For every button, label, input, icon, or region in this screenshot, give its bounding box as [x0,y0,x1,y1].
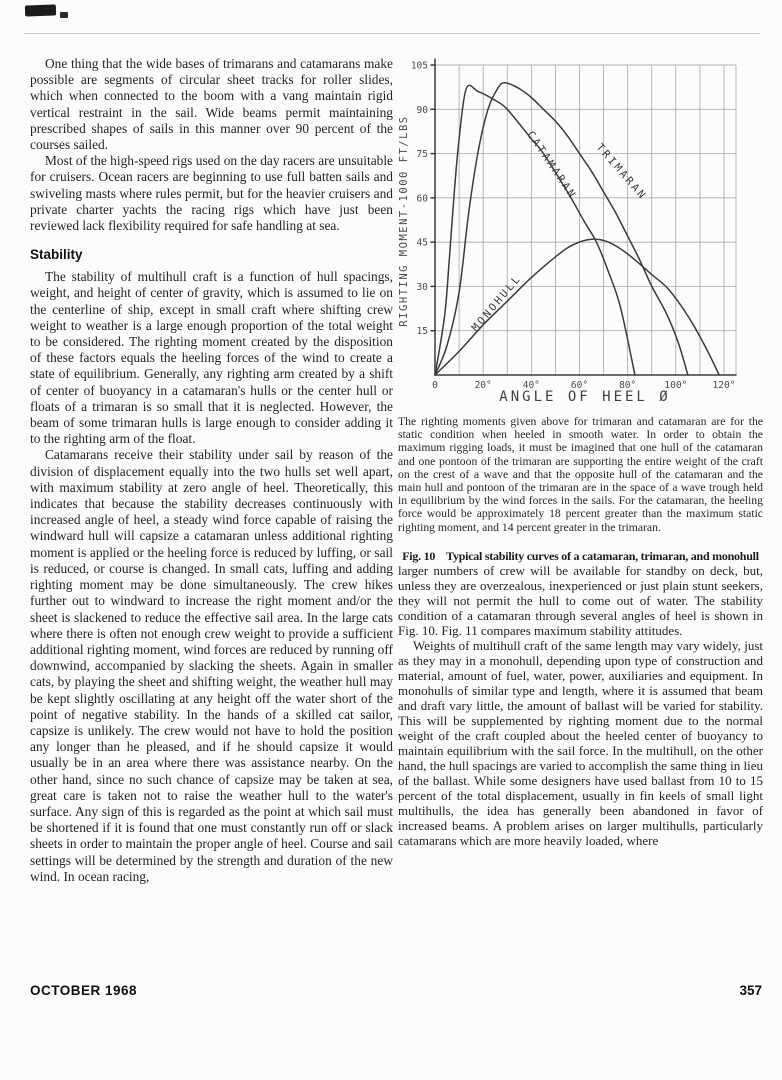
svg-text:75: 75 [416,149,428,161]
section-heading-stability: Stability [30,247,83,263]
svg-text:40°: 40° [522,380,540,391]
paragraph: The stability of multihull craft is a function of hull spacings, weight, and height of center of gravity, which is assumed to lie on the centerline of ship, except in small craft where shifting crew weight to weather is a large enough proportion of the total weight to be considered. The righting moment created by the disposition of these factors equals the heeling forces of the wind to create a state of equilibrium. Generally, any righting arm created by a shift of center of buoyancy in a catamaran's hulls or the center hull or floats of a trimaran is so small that it is neglected. However, the beam of some trimaran hulls is large enough to consider adding it to the righting arm of the float. [30,269,393,447]
left-column [30,56,393,885]
svg-text:120°: 120° [712,380,736,391]
svg-text:20°: 20° [474,380,492,391]
svg-text:45: 45 [416,237,428,249]
svg-text:TRIMARAN: TRIMARAN [593,141,649,203]
page-footer [30,983,762,1003]
svg-text:MONOHULL: MONOHULL [469,272,524,334]
svg-text:ANGLE OF HEEL Ø: ANGLE OF HEEL Ø [499,389,671,405]
scan-artifact [60,12,68,18]
svg-text:60°: 60° [570,380,589,391]
svg-text:80°: 80° [619,380,637,391]
figure-label [398,549,763,564]
svg-text:RIGHTING MOMENT-1000 FT/LBS: RIGHTING MOMENT-1000 FT/LBS [398,115,410,327]
svg-text:0: 0 [432,380,438,391]
paragraph: Most of the high-speed rigs used on the day racers are unsuitable for cruisers. Ocean racers are beginning to use full batten sails and swiveling masts where rules permit, but for the heavier cruisers and private charter yachts the racing rigs which have just been reviewed lack flexibility required for safe handling at sea. [30,153,393,234]
top-rule [24,33,760,34]
svg-text:100°: 100° [664,380,688,391]
right-column [398,53,763,848]
paragraph: Catamarans receive their stability under sail by reason of the division of displacement equally into the two hulls set well apart, with maximum stability at zero angle of heel. Theoretically, this indicates that because the stability decreases continuously with increased angle of heel, a steady wind force capable of raising the windward hull will capsize a catamaran unless additional righting moment is applied or the heeling force is reduced by luffing, or sail is reduced, or course is changed. In small cats, luffing and adding righting moment may be done simultaneously. The crew hikes further out to windward to increase the right moment and/or the sheet is slackened to reduce the effective sail area. In the large cats where there is often not enough crew weight to provide a sufficient additional righting moment, wind forces are reduced by running off downwind, accompanied by slacking the sheets. Again in smaller cats, by playing the sheet and shifting weight, the weather hull may be kept slightly oscillating at any height off the water short of the point of negative stability. In the hands of a skilled cat sailor, capsize is unlikely. The crew would not have to hold the position any longer than he pleased, and if he should capsize it would usually be in an area where there was assistance nearby. On the other hand, since no such chance of capsize may be taken at sea, great care is taken not to raise the weather hull to the water's surface. Any sign of this is regarded as the point at which sail must be shortened if it is found that one must constantly run off or slack sheets in order to maintain the proper angle of heel. Course and sail settings will be determined by the strength and duration of the new wind. In ocean racing, [30,447,393,884]
stability-curves-chart [398,53,763,413]
paragraph: Weights of multihull craft of the same length may vary widely, just as they may in a monohull, depending upon type of construction and material, amount of fuel, water, power, auxiliaries and equipment. In monohulls of similar type and length, where it is assumed that beam and draft vary little, the amount of ballast will be varied for stability. This will be supplemented by righting moment due to the normal weight of the craft coupled about the heeled center of buoyancy to maintain equilibrium with the sail force. In the multihull, on the other hand, the hull spacings are varied to accomplish the same thing in lieu of the ballast. While some designers have used ballast from 10 to 15 percent of the total displacement, usually in fin keels of small light multihulls, the idea has generally been abandoned in favor of increased beams. A problem arises on larger multihulls, particularly catamarans which are more heavily loaded, where [398,638,763,849]
svg-text:15: 15 [416,326,428,338]
svg-text:CATAMARAN: CATAMARAN [524,129,579,202]
figure-number: Fig. 10 [402,548,436,563]
scan-artifact [25,4,56,16]
figure-title: Typical stability curves of a catamaran, trimaran, and monohull [446,548,759,563]
paragraph: larger numbers of crew will be available for standby on deck, but, unless they are overzealous, inexperienced or just plain stunt seekers, they will not permit the hull to come out of water. The stability condition of a catamaran through several angles of heel is shown in Fig. 10. Fig. 11 compares maximum stability attitudes. [398,563,763,639]
svg-text:105: 105 [410,60,428,72]
issue-date: OCTOBER 1968 [30,983,138,998]
svg-text:60: 60 [416,193,428,205]
figure-caption-text: The righting moments given above for trimaran and catamaran are for the static condition when heeled in smooth water. In order to obtain the maximum rigging loads, it must be imagined that one hull of the catamaran and one pontoon of the trimaran are supporting the entire weight of the craft on the crest of a wave and that the opposite hull of the catamaran and the main hull and pontoon of the trimaran are in the space of a wave trough held in equilibrium by the wind forces in the sails. For the catamaran, the heeling force would be approximately 18 percent greater than the maximum static righting moment, and 14 percent greater in the trimaran. [398,415,763,534]
svg-text:90: 90 [416,104,428,116]
stability-chart-svg [398,53,763,413]
paragraph: One thing that the wide bases of trimarans and catamarans make possible are segments of circular sheet tracks for roller slides, which when connected to the boom with a vang maintain rigid vertical restraint in the sail. Wide beams permit maintaining prescribed shapes of sails in this manner over 90 percent of the courses sailed. [30,56,393,153]
page-number: 357 [739,983,762,998]
svg-text:30: 30 [416,281,428,293]
